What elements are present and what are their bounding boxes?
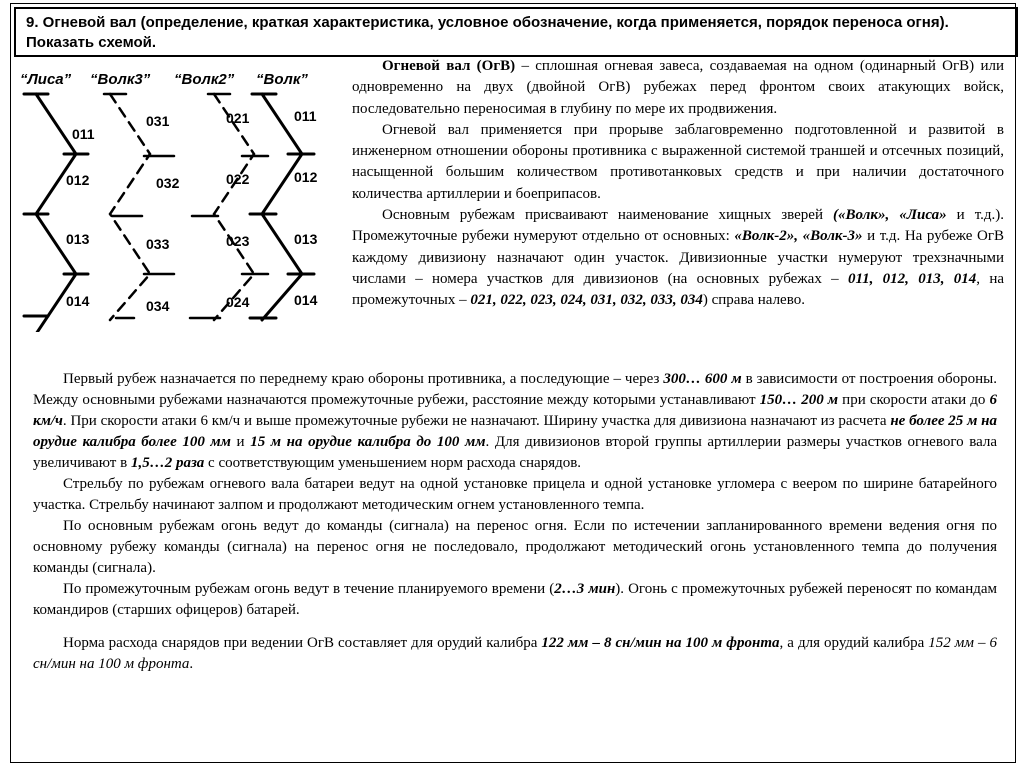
naming-text: и т.д. На рубеже ОгВ каждому дивизиону назначают один участок. Дивизионные участки нумеруют трехзначными числами – номера участков для дивизионов (на основных рубежах –	[352, 228, 1004, 287]
intermediate-lines-fire-paragraph	[33, 579, 997, 621]
text-run: ). Огонь с промежуточных рубежей переносят по командам командиров (старших офицеров) батарей.	[33, 581, 997, 618]
main-lines-fire-paragraph: По основным рубежам огонь ведут до команды (сигнала) на перенос огня. Если по истечении запланированного времени ведения огня по основному рубежу команды (сигнала) на перенос огня не последовало, продолжают методический огонь установленного темпа до получения команды (сигнала).	[33, 518, 997, 576]
naming-text: , на промежуточных –	[352, 270, 1004, 309]
main-text-block	[33, 369, 997, 675]
emphasis: 2…3 мин	[554, 581, 616, 597]
sector-label: 012	[66, 172, 90, 188]
emphasis: 150… 200 м	[759, 392, 839, 408]
sector-label: 021	[226, 110, 250, 126]
sector-label: 022	[226, 171, 250, 187]
definition-paragraph	[352, 56, 1004, 120]
emphasis: 122 мм – 8 сн/мин на 100 м фронта	[541, 635, 780, 651]
sector-label: 011	[72, 126, 95, 142]
firing-paragraph: Стрельбу по рубежам огневого вала батареи ведут на одной установке прицела и одной установке угломера с веером по ширине батарейного участка. Стрельбу начинают залпом и продолжают методическим огнем установленного темпа.	[33, 476, 997, 513]
text-run: , а для орудий калибра	[779, 635, 929, 651]
text-run: . При скорости атаки 6 км/ч и выше промежуточные рубежи не назначают. Ширину участка для дивизиона назначают из расчета	[62, 413, 891, 429]
emphasis: 152 мм – 6 сн/мин на 100 м фронта	[33, 635, 997, 672]
fire-barrage-scheme	[14, 62, 344, 332]
question-title-text: 9. Огневой вал (определение, краткая характеристика, условное обозначение, когда применяется, порядок переноса огня). Показать схемой.	[26, 14, 949, 51]
definition-block	[352, 56, 1004, 312]
text-run: при скорости атаки до	[838, 392, 990, 408]
emphasis: 1,5…2 раза	[130, 455, 205, 471]
naming-intermediate-numbers: 021, 022, 023, 024, 031, 032, 033, 034	[470, 292, 703, 309]
line-lisa-name: “Лиса”	[20, 71, 72, 88]
text-run: .	[189, 656, 194, 672]
lines-paragraph	[33, 369, 997, 474]
sector-label: 013	[294, 231, 318, 247]
text-run: Норма расхода снарядов при ведении ОгВ составляет для орудий калибра	[63, 635, 542, 651]
sector-label: 023	[226, 233, 250, 249]
sector-label: 014	[294, 292, 318, 308]
naming-text: Основным рубежам присваивают наименование хищных зверей	[382, 207, 834, 224]
sector-label: 012	[294, 169, 318, 185]
sector-label: 013	[66, 231, 90, 247]
sector-label: 031	[146, 113, 170, 129]
text-run: . Для дивизионов второй группы артиллерии размеры участков огневого вала увеличивают в	[33, 434, 998, 471]
line-volk2-path	[214, 94, 254, 320]
text-run: По промежуточным рубежам огонь ведут в течение планируемого времени (	[63, 581, 555, 597]
line-volk-path	[250, 94, 314, 320]
naming-intermediate-names: «Волк-2», «Волк-3»	[734, 228, 863, 245]
text-run: и	[230, 434, 251, 450]
line-volk3-name: “Волк3”	[90, 71, 151, 88]
sector-label: 011	[294, 108, 317, 124]
sector-label: 014	[66, 293, 90, 309]
naming-paragraph	[352, 205, 1004, 311]
sector-label: 033	[146, 236, 170, 252]
text-run: с соответствующим уменьшением норм расхода снарядов.	[204, 455, 582, 471]
question-title	[14, 7, 1018, 57]
text-run: Первый рубеж назначается по переднему краю обороны противника, а последующие – через	[63, 371, 664, 387]
sector-label: 032	[156, 175, 180, 191]
sector-label: 024	[226, 294, 250, 310]
text-run: в зависимости от построения обороны. Между основными рубежами назначаются промежуточные рубежи, расстояние между которыми устанавливают	[33, 371, 997, 408]
line-volk3-path	[110, 94, 150, 320]
definition-text: – сплошная огневая завеса, создаваемая на одном (одинарный ОгВ) или одновременно на двух (двойной ОгВ) рубежах перед фронтом своих атакующих войск, последовательно переносимая в глубину по мере их продвижения.	[352, 58, 1004, 117]
line-volk-name: “Волк”	[256, 71, 308, 88]
term-ogv: Огневой вал (ОгВ)	[382, 58, 516, 74]
ammo-norm-paragraph	[33, 633, 997, 675]
line-volk2-name: “Волк2”	[174, 71, 235, 88]
emphasis: 300… 600 м	[663, 371, 742, 387]
emphasis: 6 км/ч	[33, 392, 997, 429]
naming-text: и т.д.). Промежуточные рубежи нумеруют отдельно от основных:	[352, 207, 1004, 245]
naming-main-names: («Волк», «Лиса»	[833, 207, 947, 224]
emphasis: 15 м на орудие калибра до 100 мм	[250, 434, 486, 450]
naming-text: ) справа налево.	[702, 292, 805, 309]
naming-main-numbers: 011, 012, 013, 014	[847, 270, 977, 287]
emphasis: не более 25 м на орудие калибра более 100 мм	[33, 413, 997, 450]
application-paragraph: Огневой вал применяется при прорыве заблаговременно подготовленной и развитой в инженерном отношении обороны противника с выраженной системой траншей и отсечных позиций, насыщенной большим количеством противотанковых средств и при наличии достаточного количества артиллерии и боеприпасов.	[352, 121, 1004, 202]
sector-label: 034	[146, 298, 170, 314]
